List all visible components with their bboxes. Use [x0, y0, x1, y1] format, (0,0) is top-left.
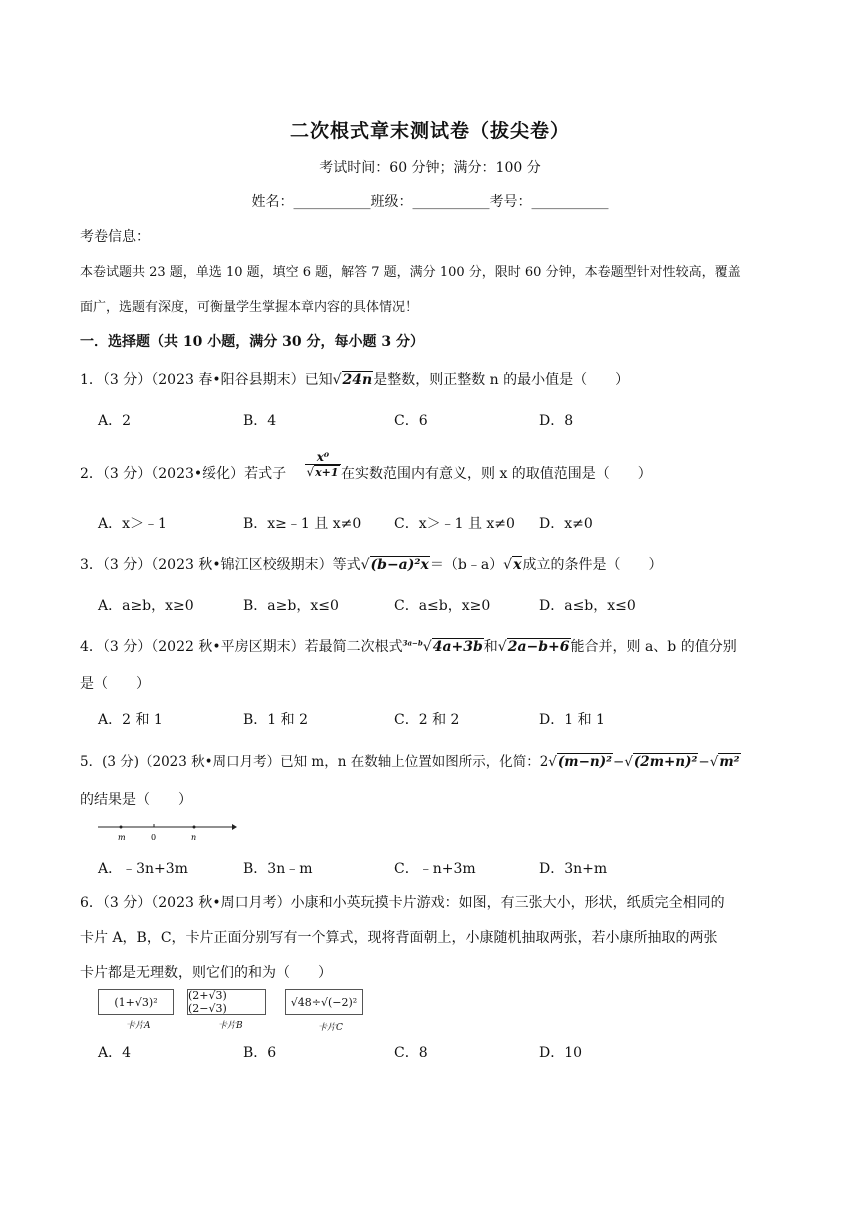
q3-option-b: B．a≥b，x≤0 [243, 598, 339, 614]
q3-option-a: A．a≥b，x≥0 [98, 598, 194, 614]
section-heading-choice: 一．选择题（共 10 小题，满分 30 分，每小题 3 分） [80, 334, 424, 350]
radicand: (2m+n)² [633, 754, 698, 770]
q5-option-a: A．﹣3n+3m [98, 861, 188, 877]
sqrt-expression: √(2m+n)² [624, 754, 698, 770]
radicand: x+1 [315, 466, 339, 479]
question-4-stem-mid: 和 [483, 639, 498, 655]
card-b-expression: (2+√3)(2−√3) [188, 989, 227, 1015]
question-4-stem-pre: 4．（3 分）（2022 秋•平房区期末）若最简二次根式 [80, 639, 403, 655]
axis-label-m: m [118, 833, 126, 842]
q6-option-b: B．6 [243, 1045, 277, 1061]
question-6-line-3: 卡片都是无理数，则它们的和为（ ） [80, 965, 332, 981]
q6-option-a: A．4 [98, 1045, 132, 1061]
number-line-figure [96, 818, 238, 844]
q4-option-d: D．1 和 1 [539, 712, 605, 728]
q4-option-c: C．2 和 2 [394, 712, 460, 728]
card-c-expression: √48÷√(−2)² [290, 995, 358, 1009]
q2-option-b: B．x≥﹣1 且 x≠0 [243, 516, 362, 532]
fraction [305, 450, 341, 480]
q5-option-c: C．﹣n+3m [394, 861, 476, 877]
info-label: 考卷信息： [80, 229, 150, 245]
question-5-stem-pre: 5．(3 分)（2023 秋•周口月考）已知 m，n 在数轴上位置如图所示，化简：2 [80, 754, 549, 770]
info-text-line-1: 本卷试题共 23 题，单选 10 题，填空 6 题，解答 7 题，满分 100 分，限时 60 分钟，本卷题型针对性较高，覆盖 [80, 265, 741, 280]
question-2-stem-pre: 2．（3 分）（2023•绥化）若式子 [80, 466, 287, 482]
axis-label-zero: 0 [151, 833, 157, 842]
card-b-label: 卡片B [218, 1021, 243, 1031]
card-c-label: 卡片C [318, 1023, 343, 1033]
q5-option-d: D．3n+m [539, 861, 608, 877]
question-3-stem-pre: 3．（3 分）（2023 秋•锦江区校级期末）等式 [80, 557, 361, 573]
point-m [120, 826, 123, 829]
minus-sign: − [613, 754, 625, 770]
radicand: (b−a)²x [370, 557, 429, 573]
q1-option-a: A．2 [98, 413, 132, 429]
q6-option-d: D．10 [539, 1045, 583, 1061]
q3-option-c: C．a≤b，x≥0 [394, 598, 491, 614]
point-n [193, 826, 196, 829]
q6-option-c: C．8 [394, 1045, 428, 1061]
student-info-line: 姓名：___________班级：___________考号：___________ [251, 194, 609, 210]
exam-info: 考试时间：60 分钟；满分：100 分 [319, 160, 541, 176]
question-3 [80, 554, 662, 574]
q2-option-a: A．x＞﹣1 [98, 516, 167, 532]
sqrt-expression: √(b−a)²x [360, 557, 429, 573]
sqrt-expression: √(m−n)² [548, 754, 612, 770]
fraction-denominator: √x+1 [305, 464, 341, 480]
sqrt-expression: √24n [332, 372, 373, 388]
card-a-label: 卡片A [126, 1021, 151, 1031]
radicand: x [513, 557, 522, 573]
arrow-head-icon [232, 824, 237, 830]
q2-option-c: C．x＞﹣1 且 x≠0 [394, 516, 515, 532]
q1-option-c: C．6 [394, 413, 428, 429]
question-1-stem-post: 是整数，则正整数 n 的最小值是（ ） [373, 372, 630, 388]
fraction-numerator: x⁰ [316, 450, 330, 464]
axis-label-n: n [191, 833, 197, 842]
q4-option-a: A．2 和 1 [98, 712, 163, 728]
question-4-stem-post: 能合并，则 a、b 的值分别 [570, 639, 737, 655]
minus-sign: − [698, 754, 710, 770]
question-5 [80, 750, 741, 770]
question-2-stem-post: 在实数范围内有意义，则 x 的取值范围是（ ） [341, 466, 652, 482]
sqrt-expression: √2a−b+6 [497, 639, 570, 655]
radicand: m² [719, 754, 740, 770]
info-text-line-2: 面广，选题有深度，可衡量学生掌握本章内容的具体情况！ [80, 300, 419, 315]
q4-option-b: B．1 和 2 [243, 712, 309, 728]
q1-option-b: B．4 [243, 413, 277, 429]
root-expression: √4a+3b [422, 639, 483, 655]
q5-option-b: B．3n﹣m [243, 861, 313, 877]
root-index: 3a−b [402, 638, 423, 648]
page-title: 二次根式章末测试卷（拔尖卷） [289, 120, 570, 142]
sqrt-expression: √m² [709, 754, 740, 770]
question-1-stem-pre: 1．（3 分）（2023 春•阳谷县期末）已知 [80, 372, 333, 388]
question-6-line-2: 卡片 A，B，C，卡片正面分别写有一个算式，现将背面朝上，小康随机抽取两张，若小康所抽取的两张 [80, 930, 718, 946]
question-4-continuation: 是（ ） [80, 676, 150, 692]
card-a-expression: (1+√3)² [114, 995, 158, 1009]
radicand: 4a+3b [432, 639, 483, 655]
radicand: (m−n)² [557, 754, 612, 770]
radicand: 2a−b+6 [507, 639, 570, 655]
card-a [98, 989, 174, 1015]
q3-option-d: D．a≤b，x≤0 [539, 598, 636, 614]
sqrt-expression: √x [503, 557, 522, 573]
question-1 [80, 369, 629, 389]
question-3-stem-mid: ＝（b﹣a） [429, 557, 504, 573]
question-5-continuation: 的结果是（ ） [80, 792, 192, 808]
card-b [187, 989, 266, 1015]
question-3-stem-post: 成立的条件是（ ） [522, 557, 663, 573]
question-4 [80, 636, 737, 656]
radicand: 24n [342, 372, 373, 388]
q1-option-d: D．8 [539, 413, 574, 429]
card-c [285, 989, 363, 1015]
question-6-line-1: 6．（3 分）（2023 秋•周口月考）小康和小英玩摸卡片游戏：如图，有三张大小，形状，纸质完全相同的 [80, 895, 725, 911]
q2-option-d: D．x≠0 [539, 516, 593, 532]
